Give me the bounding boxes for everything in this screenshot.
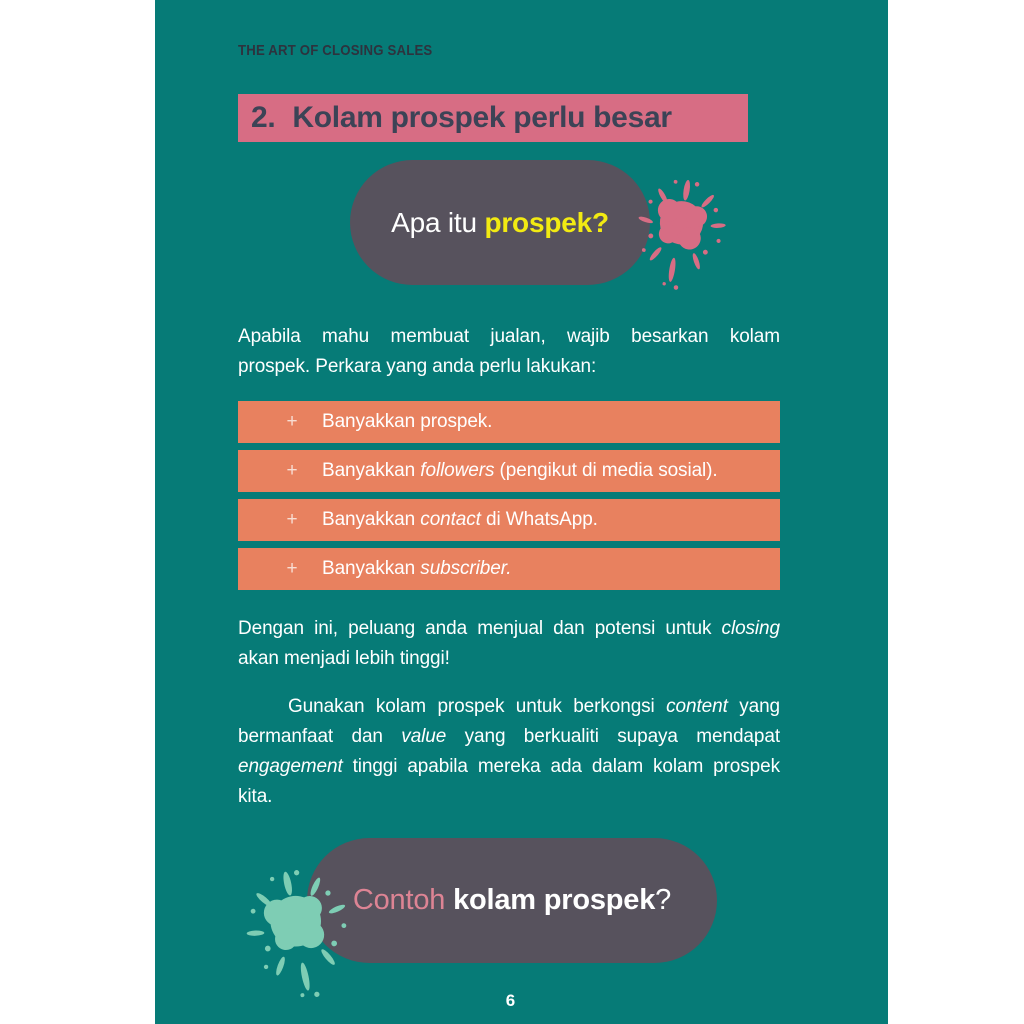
chapter-title: Kolam prospek perlu besar — [292, 101, 672, 134]
plus-bullet-icon: + — [286, 558, 298, 579]
bubble-text: Apa itu prospek? — [391, 206, 609, 238]
pink-paint-splatter-icon — [623, 159, 736, 304]
bubble-text: Contoh kolam prospek? — [352, 884, 672, 916]
page-number: 6 — [505, 991, 516, 1010]
checklist-item — [238, 499, 780, 541]
checklist — [238, 401, 780, 597]
checklist-item — [238, 401, 780, 443]
benefit-paragraph: Dengan ini, peluang anda menjual dan potensi untuk closing akan menjadi lebih tinggi! — [238, 618, 780, 669]
plus-bullet-icon: + — [286, 411, 298, 432]
checklist-item — [238, 450, 780, 492]
plus-bullet-icon: + — [286, 509, 298, 530]
checklist-item-label: Banyakkan contact di WhatsApp. — [322, 509, 598, 530]
question-bubble-apa-itu-prospek — [350, 160, 650, 285]
chapter-heading — [238, 94, 748, 142]
ebook-page — [155, 0, 888, 1024]
running-header: THE ART OF CLOSING SALES — [238, 42, 433, 59]
plus-bullet-icon: + — [286, 460, 298, 481]
checklist-item-label: Banyakkan followers (pengikut di media sosial). — [322, 460, 718, 481]
checklist-item — [238, 548, 780, 590]
checklist-item-label: Banyakkan subscriber. — [322, 558, 512, 579]
usage-paragraph: Gunakan kolam prospek untuk berkongsi content yang bermanfaat dan value yang berkualiti supaya mendapat engagement tinggi apabila mereka ada dalam kolam prospek kita. — [238, 696, 780, 807]
checklist-item-label: Banyakkan prospek. — [322, 411, 493, 432]
question-bubble-contoh-kolam-prospek — [307, 838, 717, 963]
intro-paragraph: Apabila mahu membuat jualan, wajib besarkan kolam prospek. Perkara yang anda perlu lakukan: — [238, 326, 780, 377]
chapter-number: 2. — [251, 101, 276, 134]
